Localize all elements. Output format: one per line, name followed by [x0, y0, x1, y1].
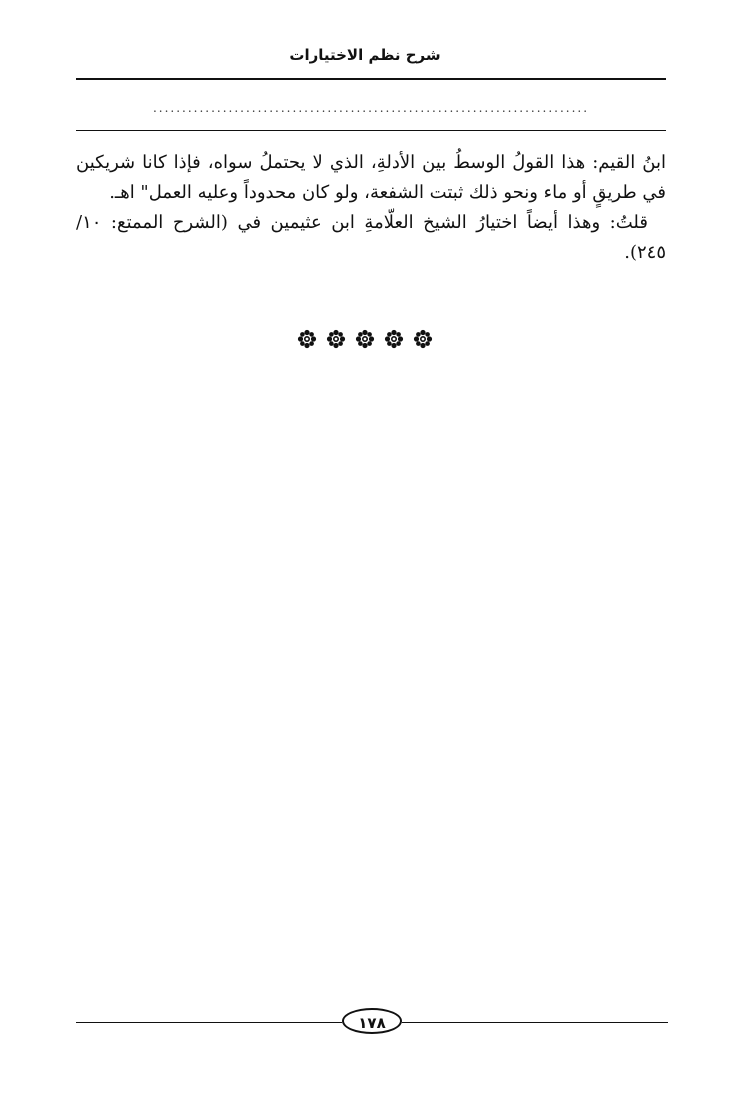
running-header-title: شرح نظم الاختيارات	[289, 46, 441, 64]
floral-star-icon	[297, 329, 317, 349]
footnote-separator-rule	[76, 130, 666, 131]
page-number-badge: ١٧٨	[342, 1008, 402, 1034]
main-text	[76, 148, 666, 268]
footer-rule-right	[402, 1022, 668, 1023]
paragraph-ibn-uthaymin: قلتُ: وهذا أيضاً اختيارُ الشيخ العلّامةِ ابن عثيمين في (الشرح الممتع: ١٠/ ٢٤٥).	[76, 212, 666, 263]
section-end-ornaments	[0, 328, 730, 349]
floral-star-icon	[326, 329, 346, 349]
floral-star-icon	[355, 329, 375, 349]
footer-rule-left	[76, 1022, 342, 1023]
dotted-separator: ...........................................................................	[152, 101, 590, 115]
header-rule	[76, 78, 666, 80]
floral-star-icon	[413, 329, 433, 349]
floral-star-icon	[384, 329, 404, 349]
paragraph-ibn-alqayyim: ابنُ القيم: هذا القولُ الوسطُ بين الأدلةِ، الذي لا يحتملُ سواه، فإذا كانا شريكين في طريقٍ أو ماء ونحو ذلك ثبتت الشفعة، ولو كان محدوداً وعليه العمل" اهـ.	[76, 152, 666, 203]
